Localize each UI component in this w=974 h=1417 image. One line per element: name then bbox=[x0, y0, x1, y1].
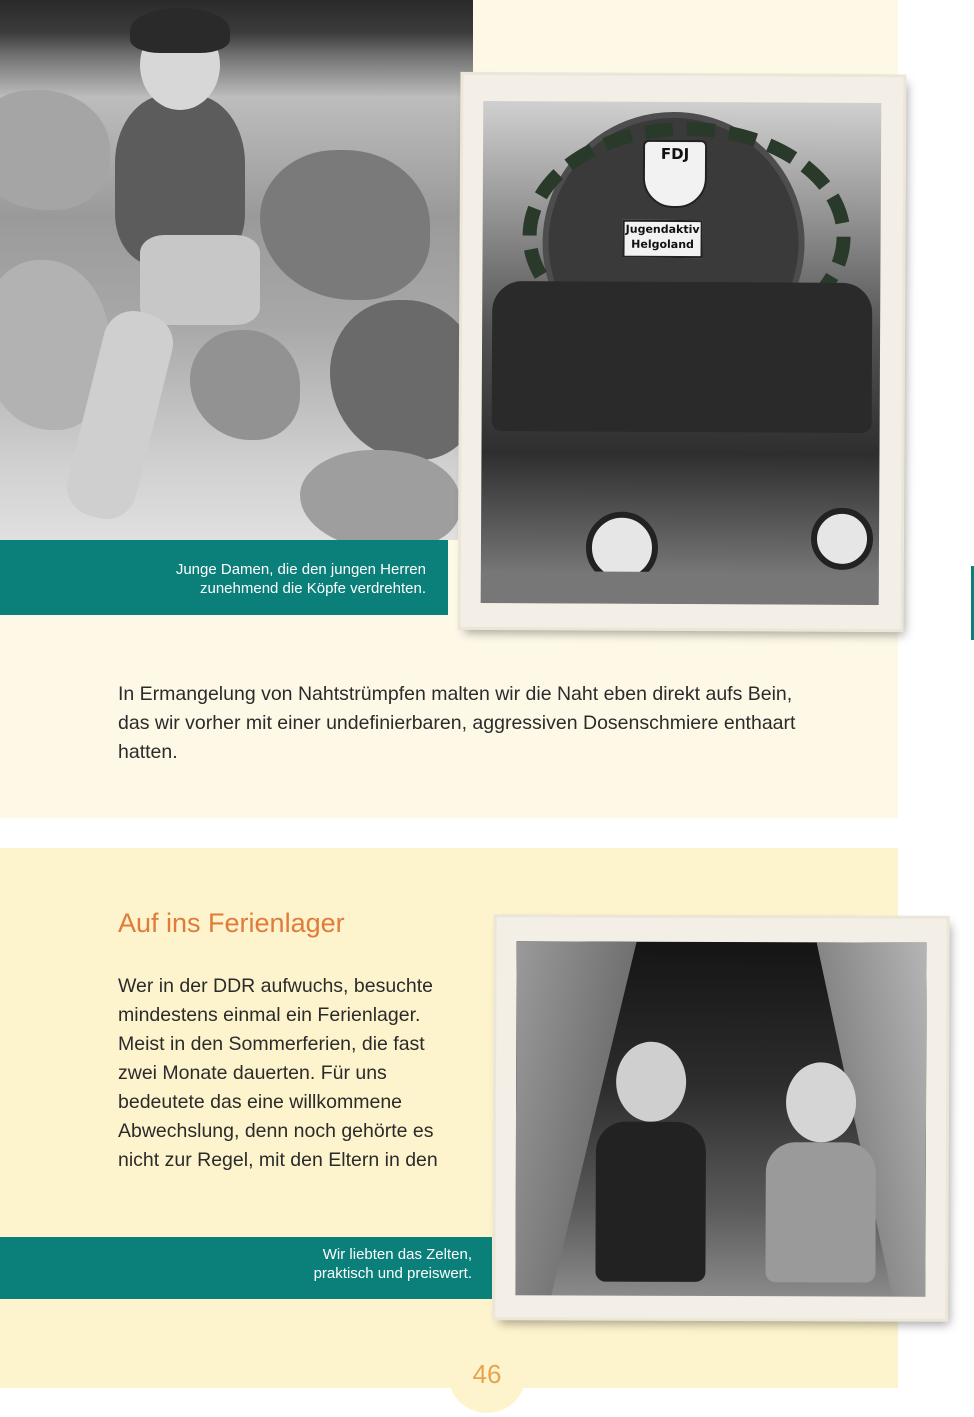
text-line: Wer in der DDR aufwuchs, besuchte bbox=[118, 975, 434, 997]
rock bbox=[330, 300, 473, 460]
text-line: nicht zur Regel, mit den Eltern in den bbox=[118, 1149, 438, 1171]
text-line: Meist in den Sommerferien, die fast bbox=[118, 1033, 425, 1055]
text-line: hatten. bbox=[118, 741, 178, 763]
train-photo bbox=[481, 101, 882, 605]
caption-line: praktisch und preiswert. bbox=[313, 1265, 472, 1282]
fdj-emblem bbox=[643, 140, 707, 208]
tent-photo-caption bbox=[0, 1237, 492, 1299]
text-line: Abwechslung, denn noch gehörte es bbox=[118, 1120, 434, 1142]
sign-line: Jugendaktiv bbox=[625, 222, 700, 237]
text-line: das wir vorher mit einer undefinierbaren, aggressiven Dosenschmiere enthaart bbox=[118, 712, 796, 734]
caption-line: Junge Damen, die den jungen Herren bbox=[175, 561, 426, 578]
tent-photo-frame bbox=[495, 917, 946, 1319]
girl-left-face bbox=[616, 1042, 686, 1122]
body-paragraph-stockings bbox=[118, 680, 858, 767]
caption-line: Wir liebten das Zelten, bbox=[322, 1246, 472, 1263]
rails bbox=[481, 571, 879, 605]
rock bbox=[260, 150, 430, 300]
headlamp-right bbox=[811, 508, 873, 570]
train-photo-frame bbox=[461, 75, 904, 629]
girl-right-swimsuit bbox=[765, 1142, 875, 1282]
text-line: mindestens einmal ein Ferienlager. bbox=[118, 1004, 421, 1026]
girl-right-face bbox=[786, 1062, 856, 1142]
caption-line: zunehmend die Köpfe verdrehten. bbox=[200, 580, 426, 597]
beach-photo-caption bbox=[0, 540, 448, 615]
woman-hair bbox=[130, 8, 230, 53]
rock bbox=[300, 450, 460, 540]
emblem-text: FDJ bbox=[660, 144, 690, 164]
text-line: zwei Monate dauerten. Für uns bbox=[118, 1062, 387, 1084]
beach-photo bbox=[0, 0, 473, 540]
woman-shorts bbox=[140, 235, 260, 325]
page-number-text: 46 bbox=[472, 1358, 502, 1389]
rock bbox=[190, 330, 300, 440]
group-of-men bbox=[492, 281, 873, 433]
body-paragraph-holiday-camp bbox=[118, 972, 478, 1175]
tent-photo bbox=[515, 941, 926, 1296]
text-line: In Ermangelung von Nahtstrümpfen malten wir die Naht eben direkt aufs Bein, bbox=[118, 683, 793, 705]
page-number bbox=[448, 1335, 526, 1413]
text-line: bedeutete das eine willkommene bbox=[118, 1091, 403, 1113]
train-sign bbox=[622, 220, 702, 258]
sign-line: Helgoland bbox=[631, 237, 694, 252]
rock bbox=[0, 90, 110, 210]
girl-left-swimsuit bbox=[595, 1122, 706, 1282]
section-heading: Auf ins Ferienlager bbox=[118, 908, 345, 938]
section-divider bbox=[0, 818, 974, 848]
